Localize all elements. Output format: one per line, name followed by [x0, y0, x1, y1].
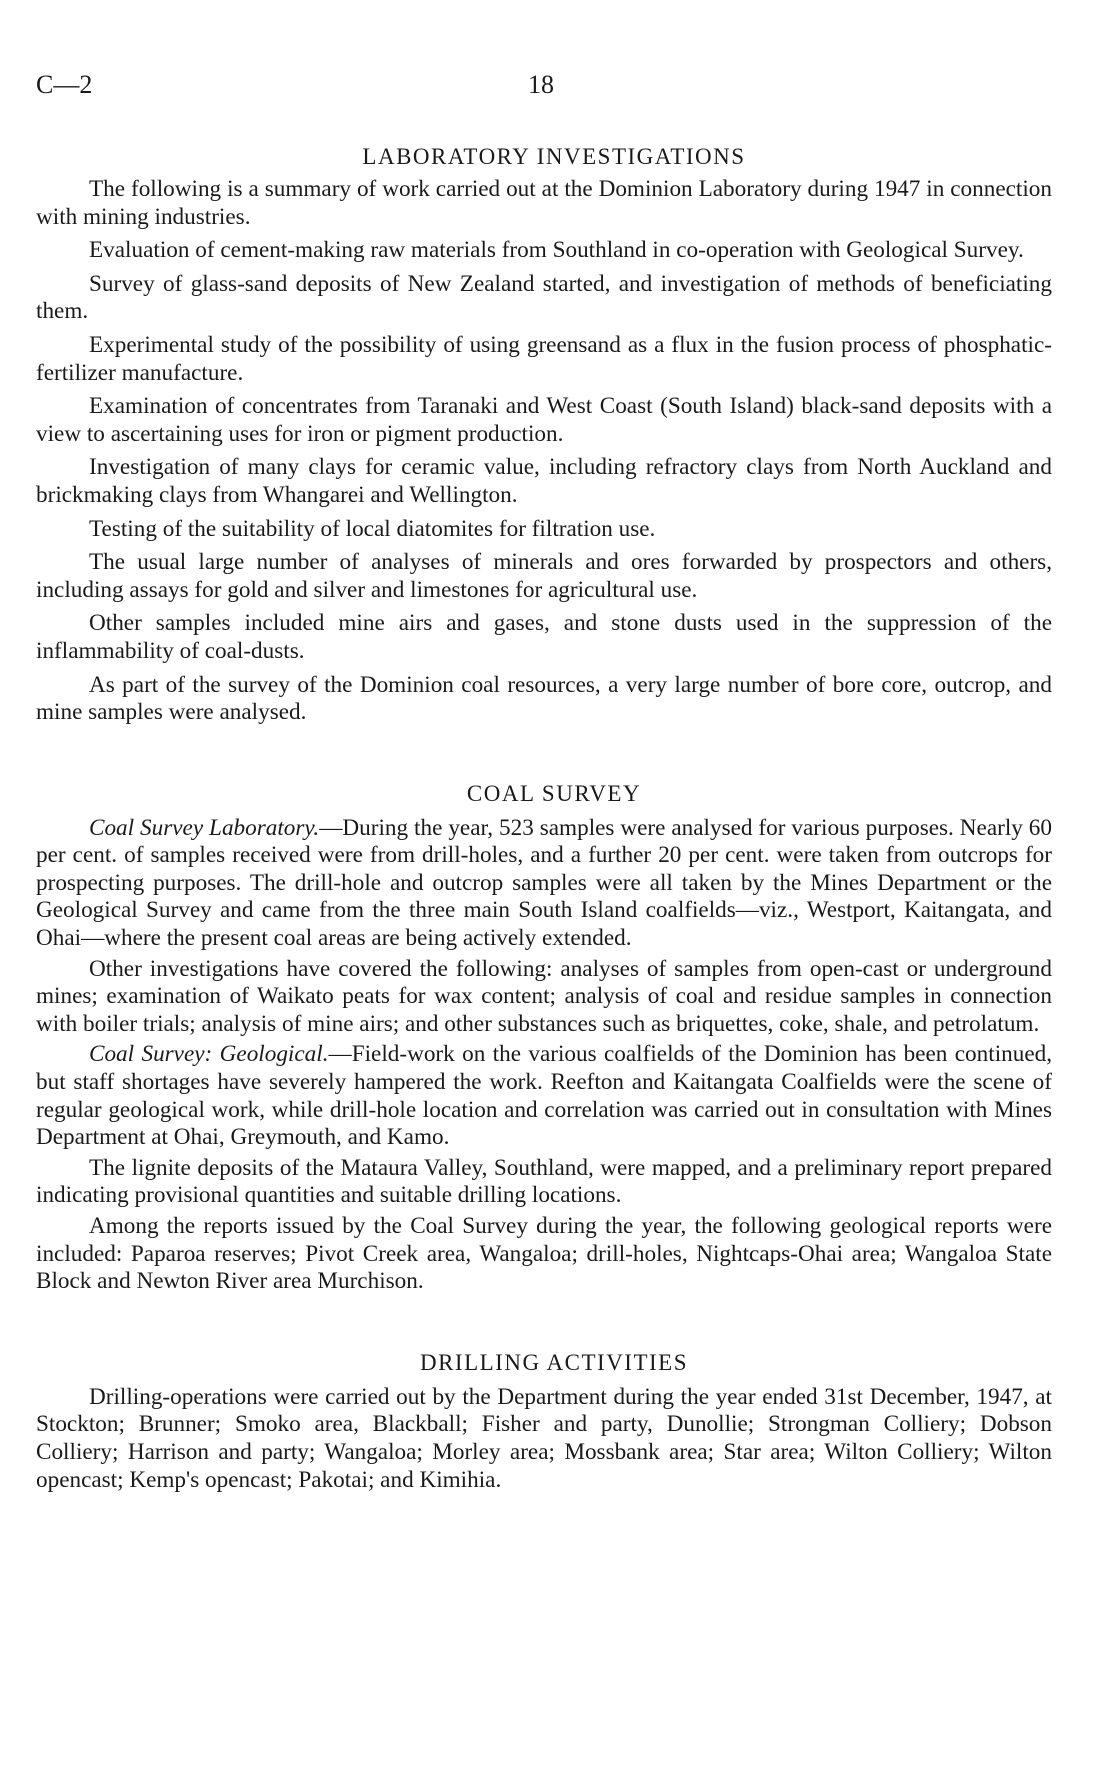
lab-paragraph: The following is a summary of work carried out at the Dominion Laboratory during 1947 in connection with mining industries. — [36, 176, 1052, 230]
coal-lab-paragraph — [36, 815, 1052, 953]
lab-paragraph: Examination of concentrates from Taranaki and West Coast (South Island) black-sand deposits with a view to ascertaining uses for iron or pigment production. — [36, 393, 1052, 447]
coal-geo-title: Coal Survey: — [89, 1041, 213, 1068]
document-reference: C—2 — [36, 70, 93, 99]
drilling-paragraph: Drilling-operations were carried out by the Department during the year ended 31st December, 1947, at Stockton; Brunner; Smoko area, Blackball; Fisher and party, Dunollie; Strongman Colliery; Dobson Colliery; Harrison and party; Wangaloa; Morley area; Mossbank area; Star area; Wilton Colliery; Wilton opencast; Kemp's opencast; Pakotai; and Kimihia. — [36, 1383, 1052, 1493]
coal-survey-section — [36, 781, 1052, 1296]
coal-other-paragraph: Other investigations have covered the following: analyses of samples from open-cast or underground mines; examination of Waikato peats for wax content; analysis of coal and residue samples in connection with boiler trials; analysis of mine airs; and other substances such as briquettes, coke, shale, and petrolatum. — [36, 955, 1052, 1037]
coal-survey-heading: COAL SURVEY — [466, 780, 642, 806]
lab-paragraph: Survey of glass-sand deposits of New Zealand started, and investigation of methods of beneficiating them. — [36, 270, 1052, 325]
page-header — [36, 70, 1052, 110]
lab-paragraph: As part of the survey of the Dominion coal resources, a very large number of bore core, outcrop, and mine samples were analysed. — [36, 671, 1052, 726]
coal-lab-text: —During the year, 523 samples were analysed for various purposes. Nearly 60 per cent. of samples received were from drill-holes, and a further 20 per cent. were taken from outcrops for prospecting purposes. The drill-hole and outcrop samples were all taken by the Mines Department or the Geological Survey and came from the three main South Island coalfields—viz., Westport, Kaitangata, and Ohai—where the present coal areas are being actively extended. — [36, 814, 1052, 952]
coal-reports-paragraph: Among the reports issued by the Coal Survey during the year, the following geological reports were included: Paparoa reserves; Pivot Creek area, Wangaloa; drill-holes, Nightcaps-Ohai area; Wangaloa State Block and Newton River area Murchison. — [36, 1213, 1052, 1295]
laboratory-heading: LABORATORY INVESTIGATIONS — [362, 144, 746, 169]
coal-lab-title: Coal Survey Laboratory. — [89, 814, 320, 841]
page-number: 18 — [528, 70, 554, 99]
lab-paragraph: Experimental study of the possibility of using greensand as a flux in the fusion process of phosphatic-fertilizer manufacture. — [36, 331, 1052, 386]
drilling-section — [36, 1350, 1052, 1494]
coal-geo-subtitle: Geological. — [219, 1041, 329, 1068]
drilling-heading: DRILLING ACTIVITIES — [419, 1349, 689, 1375]
lab-paragraph: Testing of the suitability of local diatomites for filtration use. — [89, 515, 656, 542]
coal-lignite-paragraph: The lignite deposits of the Mataura Valley, Southland, were mapped, and a preliminary report prepared indicating provisional quantities and suitable drilling locations. — [36, 1154, 1052, 1209]
coal-geological-paragraph — [36, 1041, 1052, 1151]
coal-geo-text: —Field-work on the various coalfields of the Dominion has been continued, but staff shortages have severely hampered the work. Reefton and Kaitangata Coalfields were the scene of regular geological work, while drill-hole location and correlation was carried out in consultation with Mines Department at Ohai, Greymouth, and Kamo. — [36, 1041, 1052, 1151]
lab-paragraph: Other samples included mine airs and gases, and stone dusts used in the suppression of the inflammability of coal-dusts. — [36, 610, 1052, 664]
lab-paragraph: Evaluation of cement-making raw materials from Southland in co-operation with Geological Survey. — [89, 237, 1024, 264]
lab-paragraph: Investigation of many clays for ceramic value, including refractory clays from North Auckland and brickmaking clays from Whangarei and Wellington. — [36, 454, 1052, 508]
laboratory-section — [36, 144, 1052, 727]
lab-paragraph: The usual large number of analyses of minerals and ores forwarded by prospectors and others, including assays for gold and silver and limestones for agricultural use. — [36, 549, 1052, 603]
